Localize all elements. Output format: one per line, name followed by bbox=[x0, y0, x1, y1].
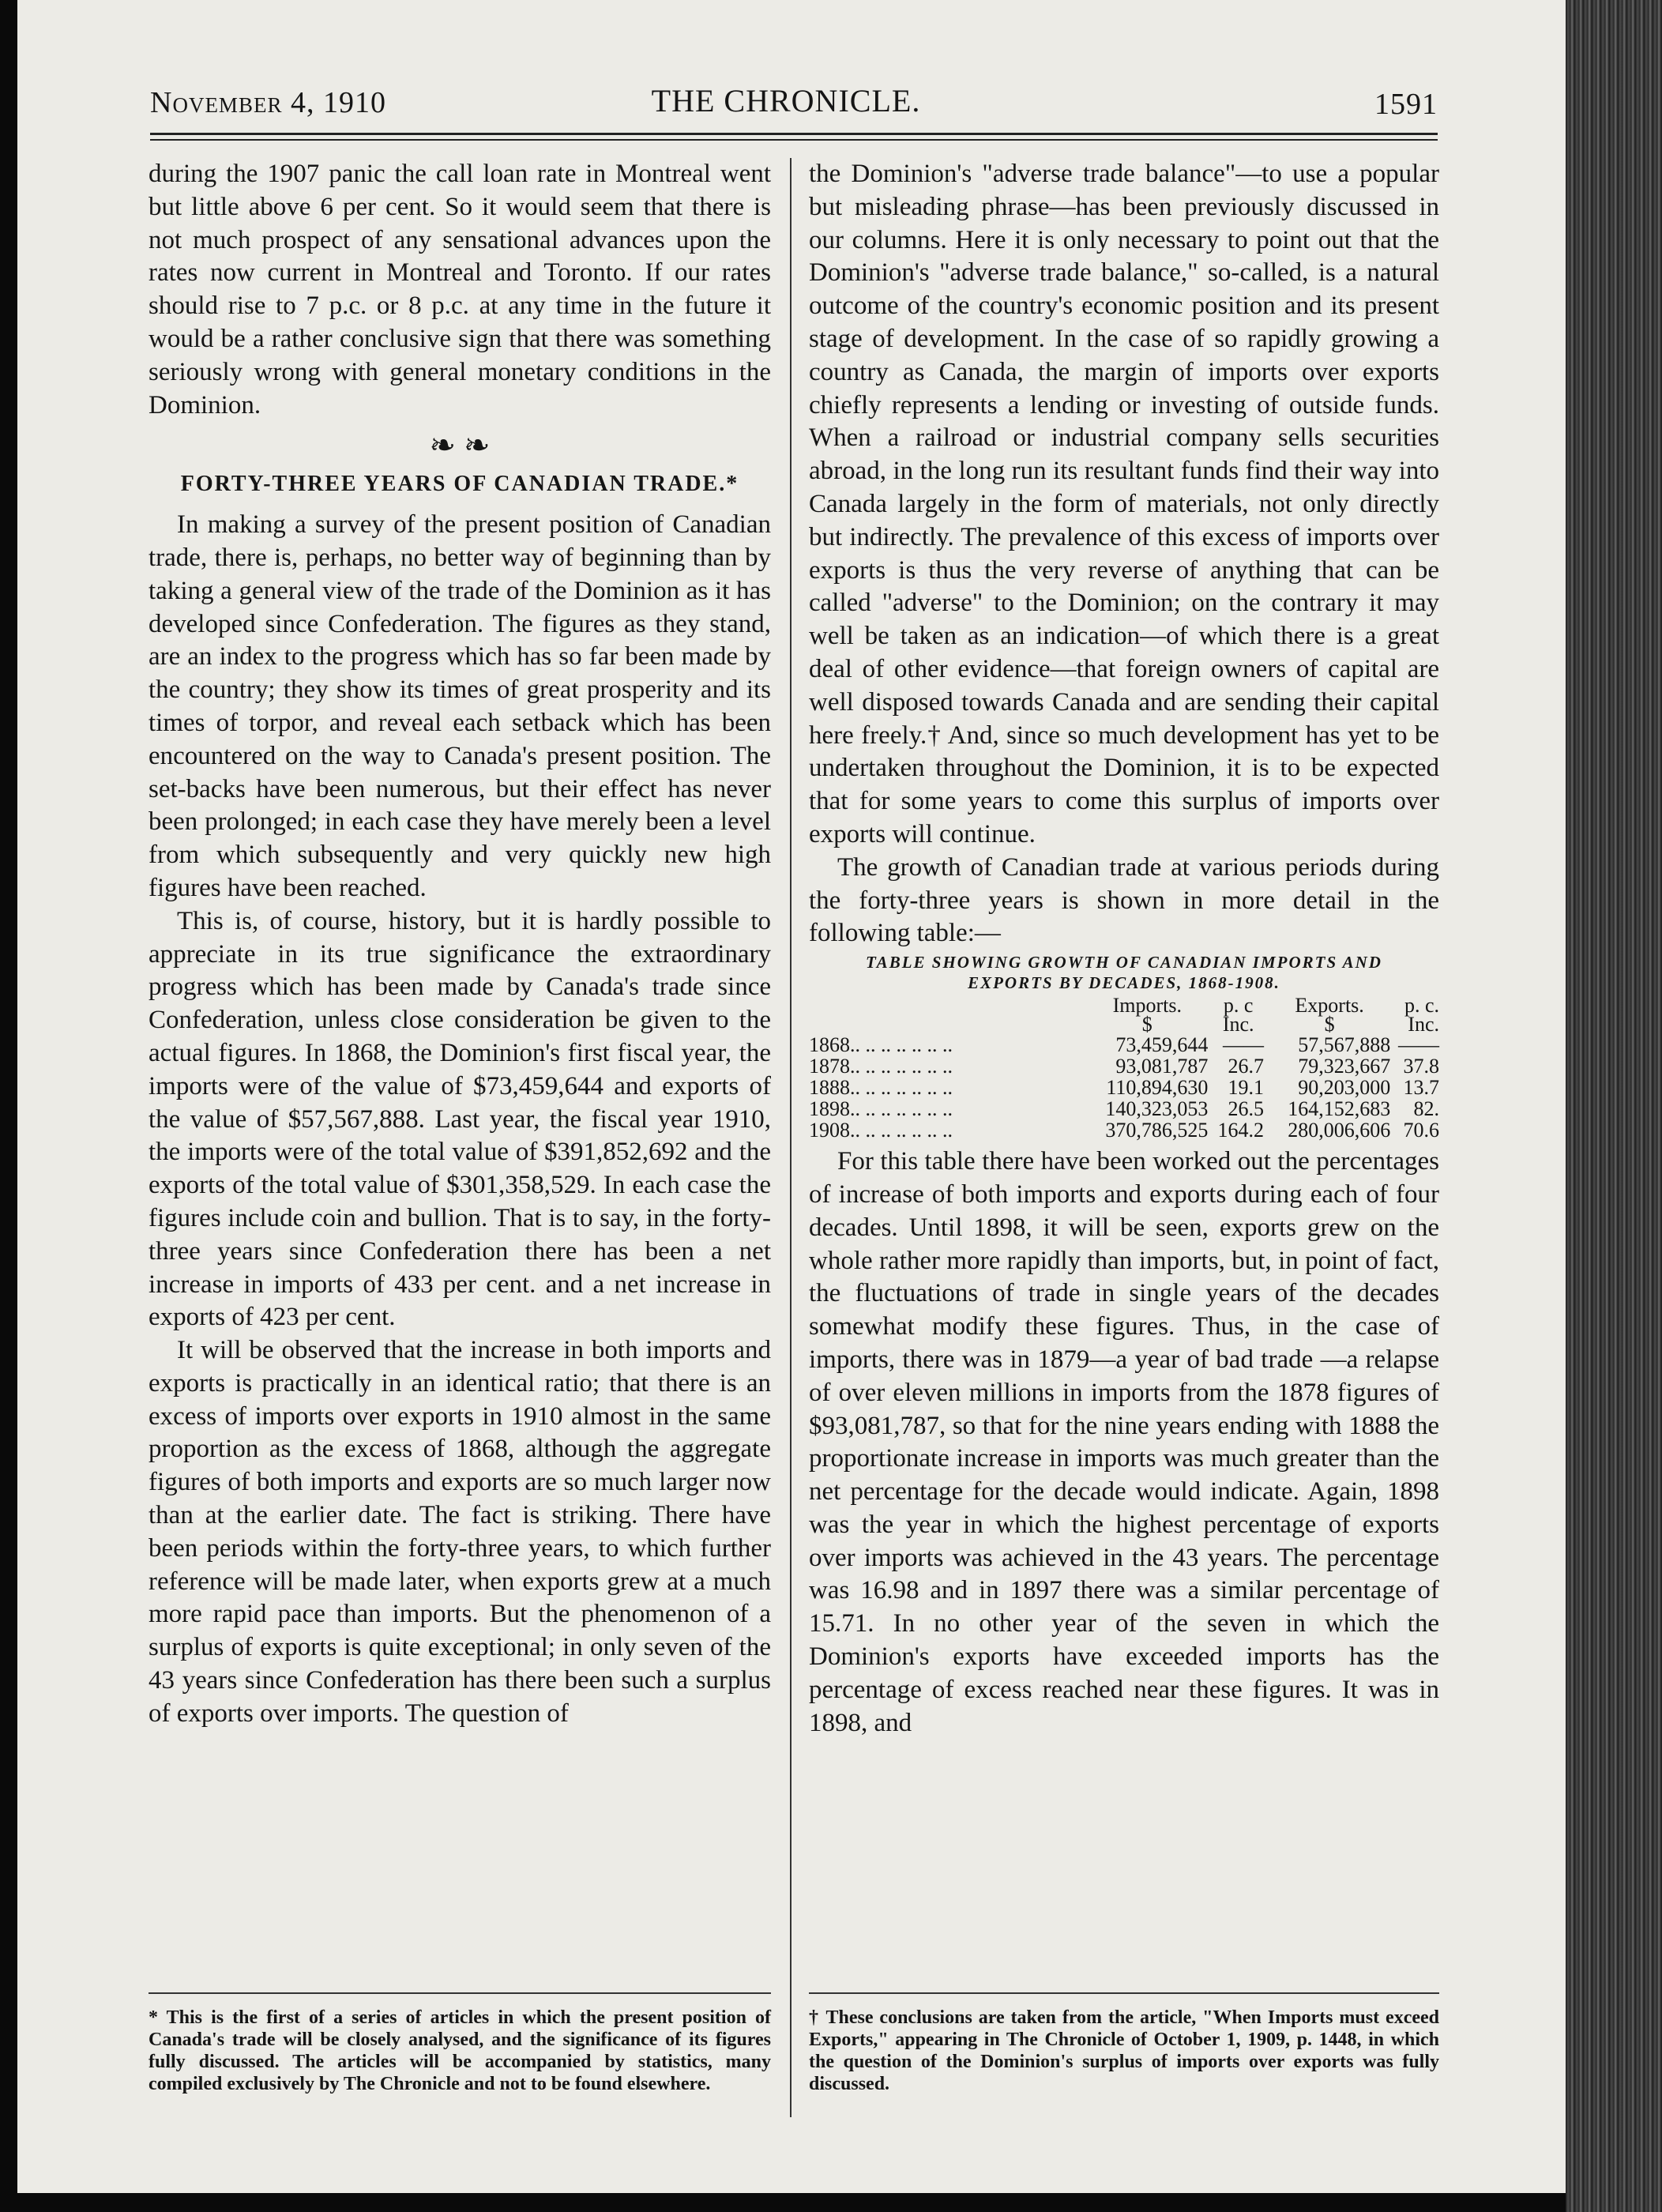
column-divider bbox=[790, 158, 792, 2117]
cell-exports-pc: 37.8 bbox=[1403, 1055, 1439, 1078]
cell-exports-pc: 70.6 bbox=[1403, 1119, 1439, 1142]
table-row bbox=[809, 1119, 1439, 1141]
header-exports-pc-label: Inc. bbox=[1408, 1013, 1439, 1036]
article-headline: FORTY-THREE YEARS OF CANADIAN TRADE.* bbox=[180, 472, 739, 497]
cell-exports: 57,567,888 bbox=[1298, 1033, 1391, 1057]
cell-year: 1878.. .. .. .. .. .. .. bbox=[809, 1055, 953, 1078]
cell-imports-pc: 26.7 bbox=[1228, 1055, 1264, 1078]
table-title-line: TABLE SHOWING GROWTH OF CANADIAN IMPORTS AND bbox=[866, 953, 1382, 972]
cell-imports: 110,894,630 bbox=[1106, 1076, 1209, 1100]
paragraph: In making a survey of the present position of Canadian trade, there is, perhaps, no better way of beginning than by taking a general view of the trade of the Dominion as it has developed since Confederation. The figures as they stand, are an index to the progress which has so far been made by the country; they show its times of great prosperity and its times of torpor, and reveal each setback which has been encountered on the way to Canada's present position. The set-backs have been numerous, but their effect has never been prolonged; in each case they have merely been a level from which subsequently and very quickly new high figures have been reached. bbox=[149, 510, 771, 902]
cell-imports: 73,459,644 bbox=[1115, 1033, 1209, 1057]
table-row bbox=[809, 1055, 1439, 1077]
table-header-exports bbox=[1269, 996, 1390, 1034]
left-column bbox=[149, 158, 771, 1731]
cell-imports: 140,323,053 bbox=[1105, 1097, 1209, 1121]
paragraph: The growth of Canadian trade at various periods during the forty-three years is shown in more detail in the following table:— bbox=[809, 852, 1439, 948]
cell-year: 1898.. .. .. .. .. .. .. bbox=[809, 1097, 953, 1121]
paragraph-continued: during the 1907 panic the call loan rate in Montreal went but little above 6 per cent. So it would seem that there is not much prospect of any sensational advances upon the rates now current in Montreal and Toronto. If our rates should rise to 7 p.c. or 8 p.c. at any time in the future it would be a rather conclusive sign that there was something seriously wrong with general monetary conditions in the Dominion. bbox=[149, 160, 771, 419]
cell-year: 1888.. .. .. .. .. .. .. bbox=[809, 1076, 953, 1100]
table-header-imports-pc bbox=[1208, 996, 1269, 1034]
cell-imports: 370,786,525 bbox=[1105, 1119, 1209, 1142]
paragraph: For this table there have been worked out the percentages of increase of both imports and exports during each of four decades. Until 1898, it will be seen, exports grew on the whole rather more rapidly than imports, but, in point of fact, the fluctuations of trade in single years of the decades somewhat modify these figures. Thus, in the case of imports, there was in 1879—a year of bad trade —a relapse of over eleven millions in imports from the 1878 figures of $93,081,787, so that for the nine years ending with 1888 the proportionate increase in imports was much greater than the net percentage for the decade would indicate. Again, 1898 was the year in which the highest percentage of exports over imports was achieved in the 43 years. The percentage was 16.98 and in 1897 there was a similar percentage of 15.71. In no other year of the seven in which the Dominion's exports have exceeded imports has the percentage of excess reached near these figures. It was in 1898, and bbox=[809, 1147, 1439, 1737]
right-column bbox=[809, 158, 1439, 1740]
page-number: 1591 bbox=[1374, 88, 1438, 121]
footnote-left: * This is the first of a series of articles in which the present position of Canada's trade will be closely analysed, and the significance of its figures fully discussed. The articles will be accompanied by statistics, many compiled exclusively by The Chronicle and not to be found elsewhere. bbox=[149, 2007, 771, 2094]
cell-imports: 93,081,787 bbox=[1115, 1055, 1209, 1078]
table-header-row bbox=[809, 996, 1439, 1034]
header-rule bbox=[150, 133, 1438, 135]
cell-exports-pc: 82. bbox=[1413, 1097, 1439, 1121]
footnote-rule bbox=[809, 1992, 1439, 1994]
cell-year: 1868.. .. .. .. .. .. .. bbox=[809, 1033, 953, 1057]
header-exports-label: Exports. bbox=[1295, 994, 1364, 1018]
header-imports-unit: $ bbox=[1141, 1013, 1152, 1036]
cell-imports-pc: —— bbox=[1222, 1033, 1264, 1057]
cell-exports-pc: —— bbox=[1398, 1033, 1439, 1057]
masthead: THE CHRONICLE. bbox=[651, 83, 921, 118]
header-imports-pc-top: p. c bbox=[1223, 994, 1254, 1018]
footnote-right: † These conclusions are taken from the article, "When Imports must exceed Exports," appearing in The Chronicle of October 1, 1909, p. 1448, in which the question of the Dominion's surplus of imports over exports was fully discussed. bbox=[809, 2007, 1439, 2094]
cell-imports-pc: 164.2 bbox=[1217, 1119, 1264, 1142]
header-imports-label: Imports. bbox=[1112, 994, 1182, 1018]
header-rule-secondary bbox=[150, 139, 1438, 141]
paragraph: It will be observed that the increase in both imports and exports is practically in an identical ratio; that there is an excess of imports over exports in 1910 almost in the same proportion as the excess of 1868, although the aggregate figures of both imports and exports are so much larger now than at the earlier date. The fact is striking. There have been periods within the forty-three years, to which further reference will be made later, when exports grew at a much more rapid pace than imports. But the phenomenon of a surplus of exports is quite exceptional; in only seven of the 43 years since Confederation has there been such a surplus of exports over imports. The question of bbox=[149, 1336, 771, 1728]
cell-imports-pc: 19.1 bbox=[1228, 1076, 1264, 1100]
table-title bbox=[809, 952, 1439, 993]
table-header-year bbox=[809, 996, 1086, 1034]
cell-exports: 164,152,683 bbox=[1288, 1097, 1391, 1121]
table-row bbox=[809, 1077, 1439, 1098]
table-title-line: EXPORTS BY DECADES, 1868-1908. bbox=[968, 973, 1280, 993]
trade-table bbox=[809, 996, 1439, 1141]
paragraph-continued: the Dominion's "adverse trade balance"—to use a popular but misleading phrase—has been previously discussed in our columns. Here it is only necessary to point out that the Dominion's "adverse trade balance," so-called, is a natural outcome of the country's economic position and its present stage of development. In the case of so rapidly growing a country as Canada, the margin of imports over exports chiefly represents a lending or investing of outside funds. When a railroad or industrial company sells securities abroad, in the long run its resultant funds find their way into Canada largely in the form of materials, not only directly but indirectly. The prevalence of this excess of imports over exports is thus the very reverse of anything that can be called "adverse" to the Dominion; on the contrary it may well be taken as an indication—of which there is a great deal of other evidence—that foreign owners of capital are well disposed towards Canada and are sending their capital here freely.† And, since so much development has yet to be undertaken throughout the Dominion, it is to be expected that for some years to come this surplus of imports over exports will continue. bbox=[809, 160, 1439, 848]
section-ornament: ❧ ❧ bbox=[429, 427, 491, 464]
cell-exports: 280,006,606 bbox=[1288, 1119, 1391, 1142]
header-exports-unit: $ bbox=[1324, 1013, 1335, 1036]
paragraph: This is, of course, history, but it is hardly possible to appreciate in its true significance the extraordinary progress which has been made by Canada's trade since Confederation, unless close consideration be given to the actual figures. In 1868, the Dominion's first fiscal year, the imports were of the value of $73,459,644 and exports of the value of $57,567,888. Last year, the fiscal year 1910, the imports were of the total value of $391,852,692 and the exports of the total value of $301,358,529. In each case the figures include coin and bullion. That is to say, in the forty-three years since Confederation there has been a net increase in imports of 433 per cent. and a net increase in exports of 423 per cent. bbox=[149, 906, 771, 1332]
issue-date: November 4, 1910 bbox=[150, 86, 386, 119]
cell-year: 1908.. .. .. .. .. .. .. bbox=[809, 1119, 953, 1142]
header-exports-pc-top: p. c. bbox=[1404, 994, 1439, 1018]
cell-exports-pc: 13.7 bbox=[1403, 1076, 1439, 1100]
cell-imports-pc: 26.5 bbox=[1228, 1097, 1264, 1121]
table-header-exports-pc bbox=[1390, 996, 1439, 1034]
table-row bbox=[809, 1098, 1439, 1119]
page-header bbox=[134, 79, 1438, 126]
cell-exports: 79,323,667 bbox=[1298, 1055, 1391, 1078]
cell-exports: 90,203,000 bbox=[1298, 1076, 1391, 1100]
book-binding bbox=[1566, 0, 1662, 2212]
header-imports-pc-label: Inc. bbox=[1222, 1013, 1254, 1036]
table-row bbox=[809, 1034, 1439, 1055]
footnote-rule bbox=[149, 1992, 771, 1994]
table-header-imports bbox=[1086, 996, 1208, 1034]
